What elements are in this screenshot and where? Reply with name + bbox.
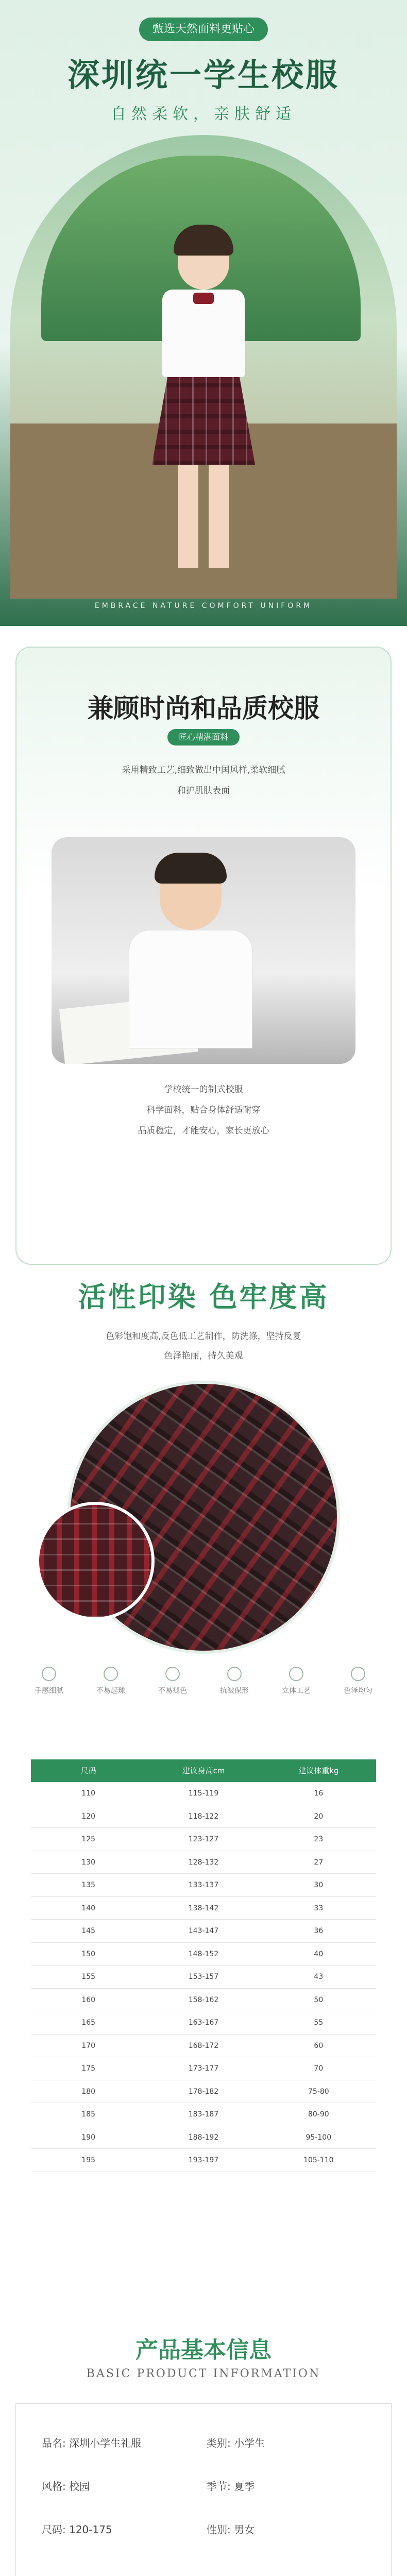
info-style: 风格: 校园 (42, 2480, 90, 2493)
size-table-cell: 170 (81, 2041, 96, 2050)
feature-section (0, 626, 407, 1275)
size-table-cell: 125 (81, 1835, 96, 1843)
size-table-body (31, 1782, 376, 2172)
basic-info-box (15, 2403, 392, 2576)
boy-model-image (52, 837, 355, 1064)
size-table-cell: 80-90 (308, 2110, 329, 2119)
info-name: 品名: 深圳小学生礼服 (42, 2437, 142, 2449)
hero-title: 深圳统一学生校服 (67, 56, 340, 94)
info-category: 类别: 小学生 (207, 2437, 265, 2449)
size-table-cell: 165 (81, 2019, 96, 2027)
size-table-cell: 95-100 (306, 2133, 332, 2142)
size-table-cell: 163-167 (188, 2019, 219, 2027)
hero-photo (10, 135, 397, 599)
size-table-cell: 143-147 (188, 1927, 219, 1935)
size-table-cell: 173-177 (188, 2064, 219, 2073)
size-table-row (31, 1782, 376, 1805)
size-table-row (31, 1851, 376, 1874)
size-table-cell: 105-110 (303, 2156, 334, 2164)
size-table-cell: 120 (81, 1812, 96, 1821)
hero-subtitle: 自然柔软，亲肤舒适 (111, 105, 296, 123)
hand-icon (42, 1667, 56, 1681)
feature-label: 色泽均匀 (340, 1667, 376, 1723)
size-table-cell: 155 (81, 1973, 96, 1981)
size-table-cell: 33 (314, 1904, 324, 1912)
size-table-cell: 148-152 (188, 1950, 219, 1958)
size-table-section (0, 1739, 407, 2321)
size-table-cell: 50 (314, 1995, 324, 2004)
size-table-cell: 43 (314, 1973, 324, 1981)
size-table-row (31, 1805, 376, 1828)
size-table-cell: 130 (81, 1858, 96, 1867)
size-table-cell: 178-182 (188, 2087, 219, 2096)
size-table-cell: 55 (314, 2019, 324, 2027)
feature-icons-row (31, 1667, 376, 1723)
size-table-cell: 135 (81, 1881, 96, 1889)
size-table-row (31, 2011, 376, 2035)
feature-badge: 匠心精湛面料 (167, 729, 240, 745)
size-table-row (31, 1874, 376, 1897)
size-table-cell: 180 (81, 2087, 96, 2096)
size-table-row (31, 1989, 376, 2012)
basic-info-title: 产品基本信息 (135, 2337, 272, 2363)
feature-description-2: 学校统一的制式校服 科学面料，贴合身体舒适耐穿 品质稳定，才能安心，家长更放心 (138, 1084, 269, 1136)
info-size: 尺码: 120-175 (42, 2523, 112, 2536)
size-table-cell: 160 (81, 1995, 96, 2004)
print-section (0, 1275, 407, 1739)
size-table-row (31, 2080, 376, 2104)
size-table-row (31, 1897, 376, 1920)
size-table-cell: 158-162 (188, 1995, 219, 2004)
size-table-cell: 123-127 (188, 1835, 219, 1843)
feature-label: 立体工艺 (278, 1667, 314, 1723)
size-table-row (31, 1943, 376, 1966)
size-table-row (31, 1828, 376, 1851)
size-table-cell: 190 (81, 2133, 96, 2142)
size-table-cell: 20 (314, 1812, 324, 1821)
size-table-cell: 195 (81, 2156, 96, 2164)
feature-label: 抗皱保形 (216, 1667, 252, 1723)
info-gender: 性别: 男女 (207, 2523, 255, 2536)
feature-label: 手感细腻 (31, 1667, 67, 1723)
size-table-cell: 27 (314, 1858, 324, 1867)
feature-description: 采用精致工艺,细致做出中国风样,柔软细腻 和护肌肤表面 (122, 765, 285, 796)
basic-info-subtitle: BASIC PRODUCT INFORMATION (86, 2367, 321, 2380)
size-table-cell: 193-197 (188, 2156, 219, 2164)
size-table-cell: 110 (81, 1789, 96, 1798)
size-table-header: 尺码 建议身高cm 建议体重kg (31, 1759, 376, 1782)
size-table-cell: 128-132 (188, 1858, 219, 1867)
size-table-cell: 23 (314, 1835, 324, 1843)
size-table-cell: 36 (314, 1927, 324, 1935)
basic-info-section (0, 2321, 407, 2576)
size-table-cell: 133-137 (188, 1881, 219, 1889)
print-title: 活性印染 色牢度高 (78, 1281, 329, 1313)
size-table-cell: 40 (314, 1950, 324, 1958)
size-table-cell: 150 (81, 1950, 96, 1958)
size-table-row (31, 2126, 376, 2149)
size-table-cell: 183-187 (188, 2110, 219, 2119)
size-table-cell: 75-80 (308, 2087, 329, 2096)
craft-icon (289, 1667, 303, 1681)
size-table-row (31, 2057, 376, 2080)
size-table-cell: 175 (81, 2064, 96, 2073)
size-table-cell: 60 (314, 2041, 324, 2050)
size-table-cell: 70 (314, 2064, 324, 2073)
hero-footer-text: EMBRACE NATURE COMFORT UNIFORM (94, 602, 313, 610)
size-table-row (31, 1920, 376, 1943)
pilling-icon (104, 1667, 118, 1681)
size-table-cell: 138-142 (188, 1904, 219, 1912)
size-table-row (31, 1965, 376, 1989)
info-season: 季节: 夏季 (207, 2480, 255, 2493)
size-table-cell: 188-192 (188, 2133, 219, 2142)
size-table-cell: 153-157 (188, 1973, 219, 1981)
size-table-cell: 30 (314, 1881, 324, 1889)
hero-banner (0, 0, 407, 626)
feature-label: 不易褪色 (155, 1667, 191, 1723)
feature-label: 不易起球 (93, 1667, 129, 1723)
print-description: 色彩饱和度高,反色低工艺制作，防洗涤，坚持反复 色泽艳丽，持久美观 (106, 1331, 301, 1361)
feature-title: 兼顾时尚和品质校服 (88, 693, 319, 723)
size-table-row (31, 2035, 376, 2058)
size-table-cell: 145 (81, 1927, 96, 1935)
size-table-cell: 118-122 (188, 1812, 219, 1821)
size-table-row (31, 2103, 376, 2126)
fabric-inset-image (36, 1502, 155, 1620)
girl-model-image (142, 228, 265, 588)
size-table-cell: 168-172 (188, 2041, 219, 2050)
size-table-cell: 140 (81, 1904, 96, 1912)
size-table-cell: 16 (314, 1789, 324, 1798)
size-table-row (31, 2149, 376, 2172)
size-table-cell: 185 (81, 2110, 96, 2119)
wrinkle-icon (227, 1667, 242, 1681)
color-icon (351, 1667, 365, 1681)
size-table-cell: 115-119 (188, 1789, 219, 1798)
fade-icon (165, 1667, 180, 1681)
hero-badge: 甄选天然面料更贴心 (139, 18, 268, 41)
